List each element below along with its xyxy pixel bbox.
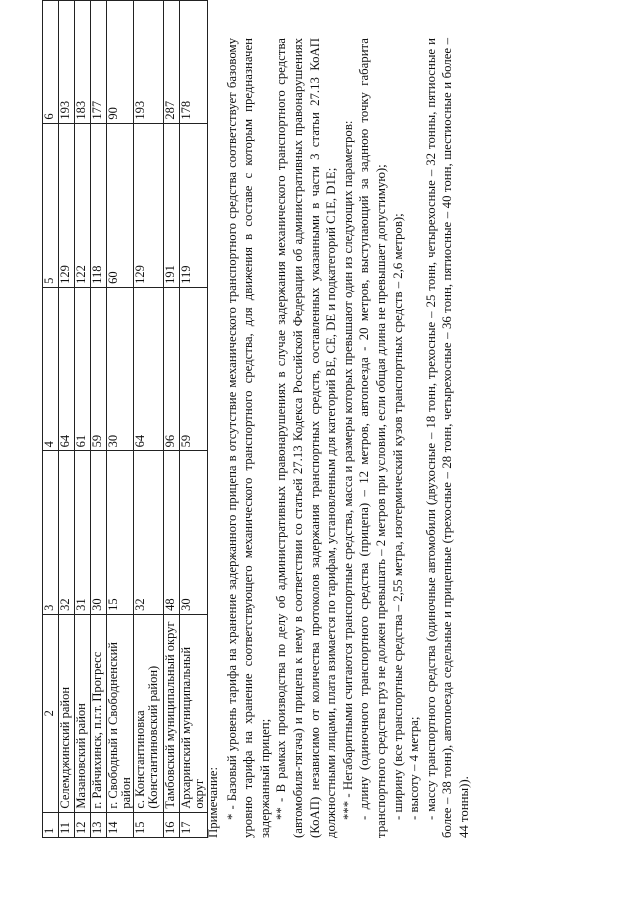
row-value: 90 xyxy=(107,1,134,124)
row-name: Мазановский район xyxy=(75,614,91,812)
table-row xyxy=(164,1,180,838)
row-value: 59 xyxy=(180,287,207,451)
row-number: 12 xyxy=(75,812,91,837)
table-row xyxy=(59,1,75,838)
row-value: 30 xyxy=(180,451,207,615)
row-value: 30 xyxy=(107,287,134,451)
row-value: 30 xyxy=(91,451,107,615)
header-cell: 1 xyxy=(43,812,59,837)
row-value: 48 xyxy=(164,451,180,615)
row-value: 32 xyxy=(134,451,164,615)
row-value: 32 xyxy=(59,451,75,615)
row-value: 191 xyxy=(164,123,180,287)
row-value: 61 xyxy=(75,287,91,451)
row-value: 287 xyxy=(164,1,180,124)
tariff-table xyxy=(42,0,208,838)
row-value: 177 xyxy=(91,1,107,124)
row-name: г. Райчихинск, п.г.т. Прогресс xyxy=(91,614,107,812)
row-name: Архаринский муниципальный округ xyxy=(180,614,207,812)
row-number: 16 xyxy=(164,812,180,837)
table-header-row xyxy=(43,1,59,838)
row-number: 14 xyxy=(107,812,134,837)
row-name: с. Константиновка (Константиновский район) xyxy=(134,614,164,812)
row-name: Селемджинский район xyxy=(59,614,75,812)
row-value: 119 xyxy=(180,123,207,287)
row-number: 15 xyxy=(134,812,164,837)
note-paragraph: * - Базовый уровень тарифа на хранение задержанного прицепа в отсутствие механического транспортного средства соответствует базовому уровню тарифа на хранение соответствующего механического транспортного средства, для движения в составе с которым предназначен задержанный прицеп; xyxy=(224,38,272,838)
row-value: 60 xyxy=(107,123,134,287)
row-value: 64 xyxy=(59,287,75,451)
row-value: 129 xyxy=(59,123,75,287)
row-number: 11 xyxy=(59,812,75,837)
row-value: 122 xyxy=(75,123,91,287)
row-value: 183 xyxy=(75,1,91,124)
table-row xyxy=(134,1,164,838)
notes-title: Примечание: xyxy=(206,767,220,838)
row-number: 17 xyxy=(180,812,207,837)
note-paragraph: - длину (одиночного транспортного средства (прицепа) – 12 метров, автопоезда - 20 метров, выступающий за заднюю точку габарита транспортного средства груз не должен превышать – 2 метров при условии, если общая длина не превышает допустимую); xyxy=(357,38,388,838)
row-value: 193 xyxy=(59,1,75,124)
table-row xyxy=(107,1,134,838)
header-cell: 2 xyxy=(43,614,59,812)
row-value: 96 xyxy=(164,287,180,451)
row-value: 59 xyxy=(91,287,107,451)
row-value: 193 xyxy=(134,1,164,124)
row-value: 64 xyxy=(134,287,164,451)
note-paragraph: - массу транспортного средства (одиночные автомобили (двухосные – 18 тонн, трехосные – 25 тонн, четырехосные – 32 тонны, пятиосные и более – 38 тонн), автопоезда седельные и прицепные (трехосные – 28 тонн, четырехосные – 36 тонн, пятиосные – 40 тонн, шестиосные и более – 44 тонны)). xyxy=(423,38,471,838)
row-value: 15 xyxy=(107,451,134,615)
header-cell: 5 xyxy=(43,123,59,287)
header-cell: 3 xyxy=(43,451,59,615)
row-value: 178 xyxy=(180,1,207,124)
header-cell: 6 xyxy=(43,1,59,124)
note-paragraph: - высоту – 4 метра; xyxy=(407,716,422,820)
note-paragraph: *** - Негабаритными считаются транспортные средства, масса и размеры которых превышают один из следующих параметров: xyxy=(340,120,355,820)
row-name: г. Свободный и Свободненский район xyxy=(107,614,134,812)
note-paragraph: - ширину (все транспортные средства – 2,55 метра, изотермический кузов транспортных средств – 2,6 метров); xyxy=(390,213,405,820)
row-number: 13 xyxy=(91,812,107,837)
row-value: 31 xyxy=(75,451,91,615)
row-value: 118 xyxy=(91,123,107,287)
notes-section xyxy=(205,38,473,838)
row-value: 129 xyxy=(134,123,164,287)
table-row xyxy=(180,1,207,838)
row-name: Тамбовский муниципальный округ xyxy=(164,614,180,812)
table-row xyxy=(75,1,91,838)
header-cell: 4 xyxy=(43,287,59,451)
note-paragraph: ** - В рамках производства по делу об административных правонарушениях в случае задержания механического транспортного средства (автомобиля-тягача) и прицепа к нему в соответствии со статьей 27.13 Кодекса Российской Федерации об административных правонарушениях (КоАП) независимо от количества протоколов задержания транспортных средств, составленных указанными в части 3 статьи 27.13 КоАП должностными лицами, плата взимается по тарифам, установленным для категорий ВЕ, СЕ, DE и подкатегорий С1Е, D1E; xyxy=(274,38,339,838)
table-row xyxy=(91,1,107,838)
